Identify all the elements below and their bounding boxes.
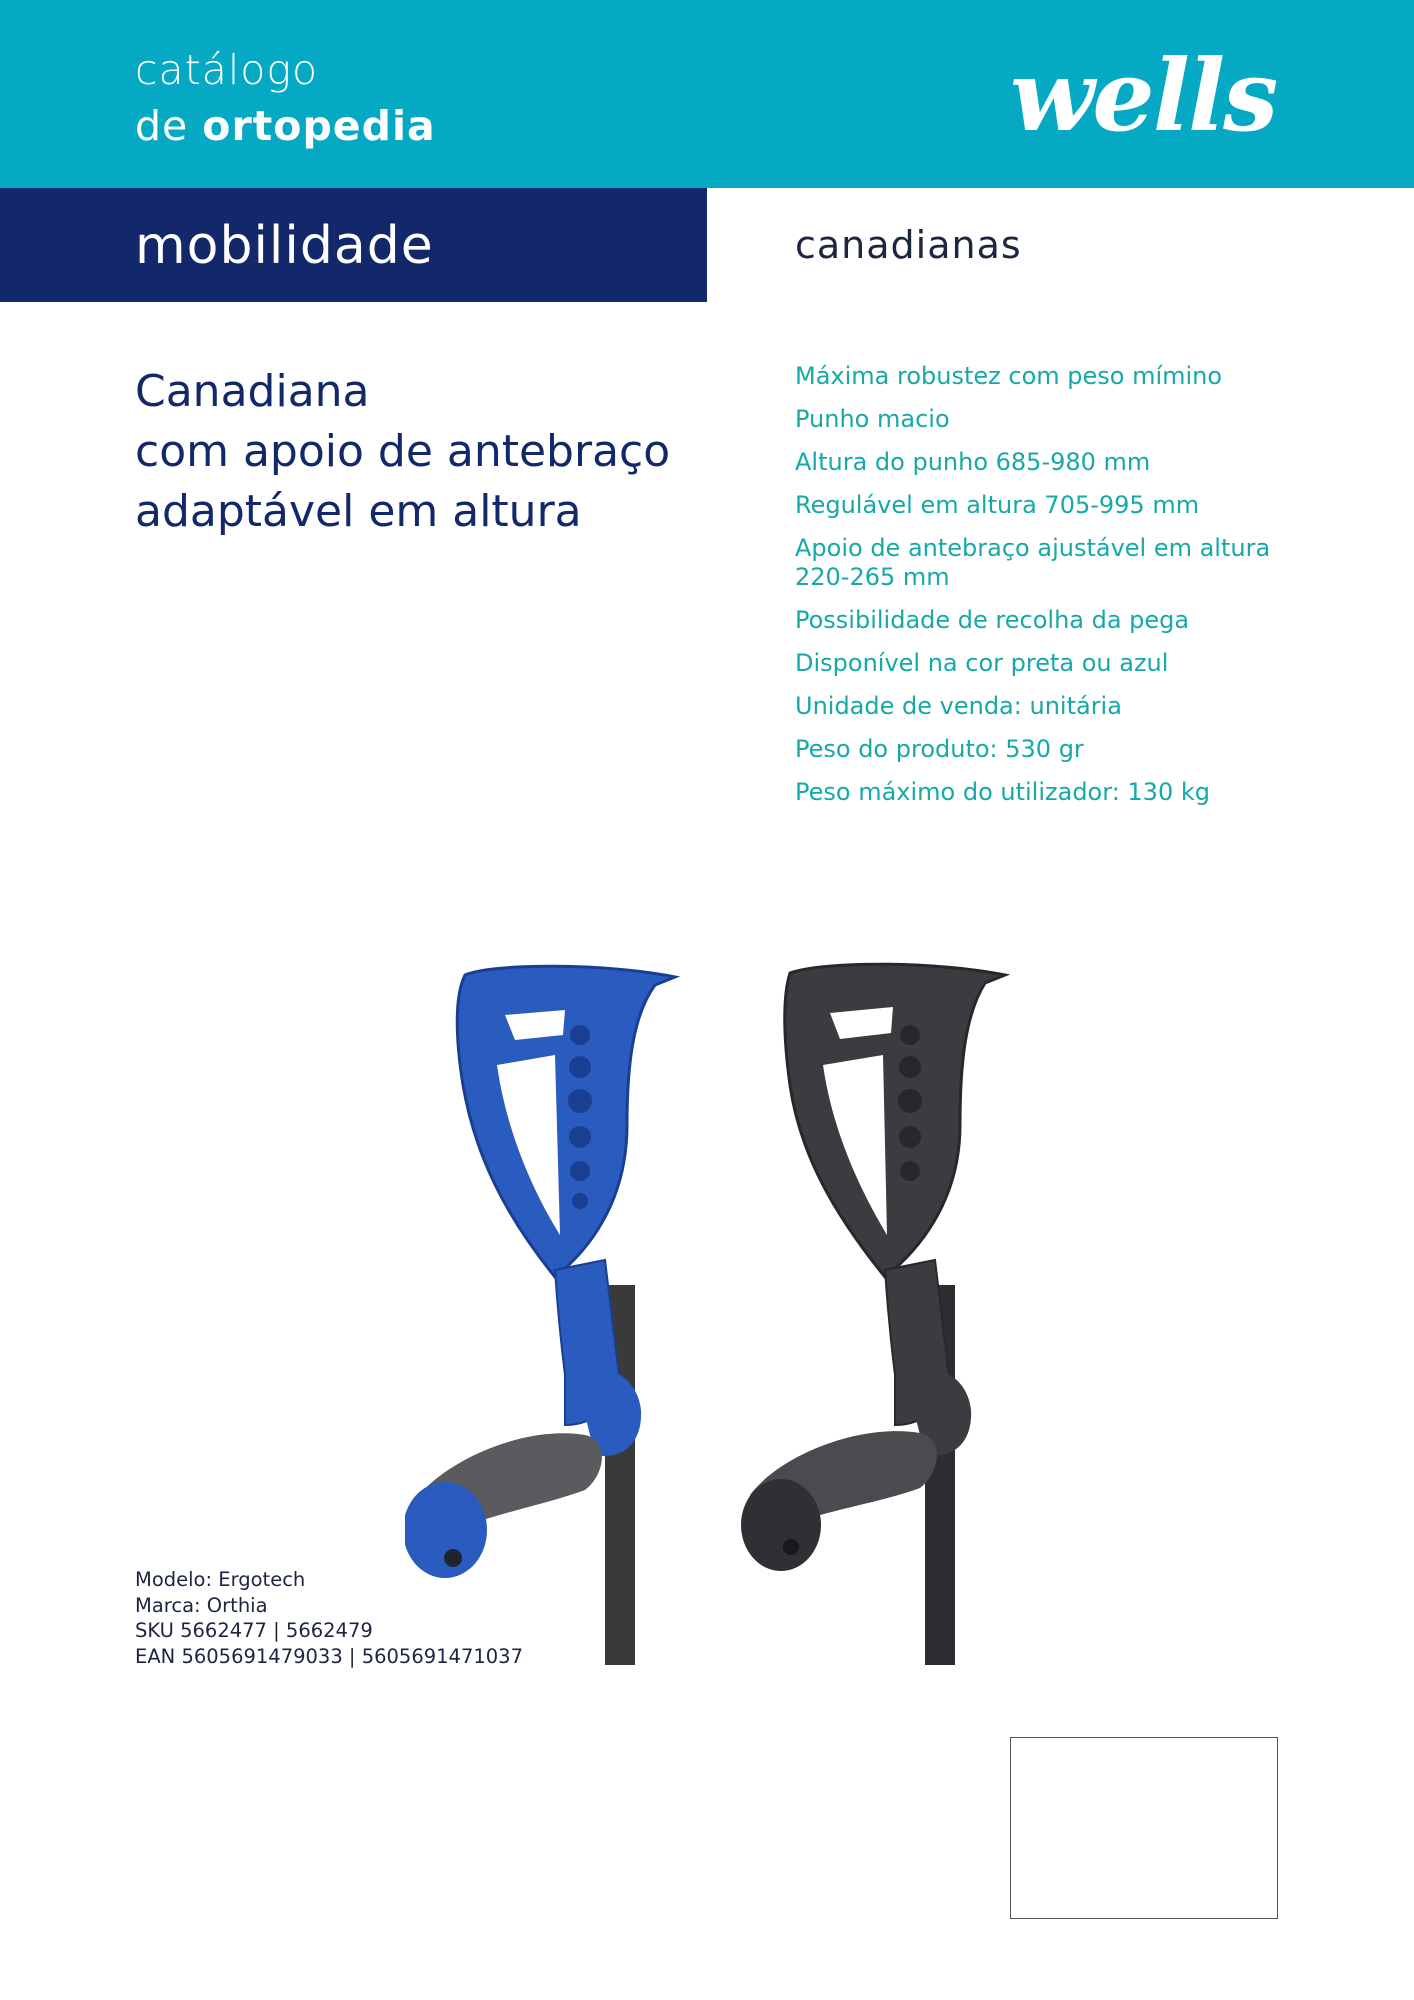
blue-crutch-grip-bolt (444, 1549, 462, 1567)
blue-crutch-hole (568, 1089, 592, 1113)
product-title (135, 362, 670, 542)
header-bar (0, 0, 1414, 188)
catalog-title (135, 42, 436, 154)
feature-item: Unidade de venda: unitária (795, 692, 1122, 720)
product-meta (135, 1567, 523, 1669)
price-box (1010, 1737, 1278, 1919)
black-crutch-hole (900, 1161, 920, 1181)
blue-crutch-cuff-opening (505, 1010, 565, 1040)
blue-crutch (405, 966, 675, 1665)
feature-item: Peso máximo do utilizador: 130 kg (795, 778, 1210, 806)
product-title-line: adaptável em altura (135, 486, 582, 537)
feature-list (795, 362, 1315, 821)
black-crutch (741, 964, 1005, 1665)
sku-text: SKU 5662477 | 5662479 (135, 1619, 373, 1642)
section-label: mobilidade (135, 216, 434, 276)
black-crutch-hole (899, 1056, 921, 1078)
section-banner (0, 188, 707, 302)
feature-item: Peso do produto: 530 gr (795, 735, 1084, 763)
feature-item: Punho macio (795, 405, 950, 433)
black-crutch-grip-bolt (783, 1539, 799, 1555)
feature-item: Disponível na cor preta ou azul (795, 649, 1169, 677)
black-crutch-hole (899, 1126, 921, 1148)
blue-crutch-hole (570, 1161, 590, 1181)
feature-item: Apoio de antebraço ajustável em altura 220-265 mm (795, 534, 1271, 591)
blue-crutch-cuff (457, 966, 675, 1277)
feature-item: Máxima robustez com peso mímino (795, 362, 1223, 390)
black-crutch-hole (900, 1025, 920, 1045)
product-title-line: Canadiana (135, 366, 370, 417)
blue-crutch-hole (569, 1056, 591, 1078)
product-title-line: com apoio de antebraço (135, 426, 671, 477)
black-crutch-grip-cap (741, 1479, 821, 1571)
ean-text: EAN 5605691479033 | 5605691471037 (135, 1644, 523, 1668)
blue-crutch-hole (572, 1193, 588, 1209)
catalog-line-2-bold: ortopedia (202, 102, 436, 150)
brand-text: Marca: Orthia (135, 1593, 268, 1617)
black-crutch-cuff (785, 964, 1005, 1277)
catalog-line-1: catálogo (135, 46, 319, 94)
catalog-line-2-prefix: de (135, 102, 203, 150)
catalog-line-2 (135, 102, 436, 150)
feature-item: Altura do punho 685-980 mm (795, 448, 1151, 476)
brand-logo: wells (1010, 39, 1277, 154)
subsection-label: canadianas (795, 223, 1022, 267)
blue-crutch-hole (569, 1126, 591, 1148)
feature-item: Regulável em altura 705-995 mm (795, 491, 1200, 519)
model-text: Modelo: Ergotech (135, 1568, 306, 1591)
black-crutch-hole (898, 1089, 922, 1113)
blue-crutch-hole (570, 1025, 590, 1045)
crutch-product-image (405, 955, 1085, 1665)
feature-item: Possibilidade de recolha da pega (795, 606, 1190, 634)
